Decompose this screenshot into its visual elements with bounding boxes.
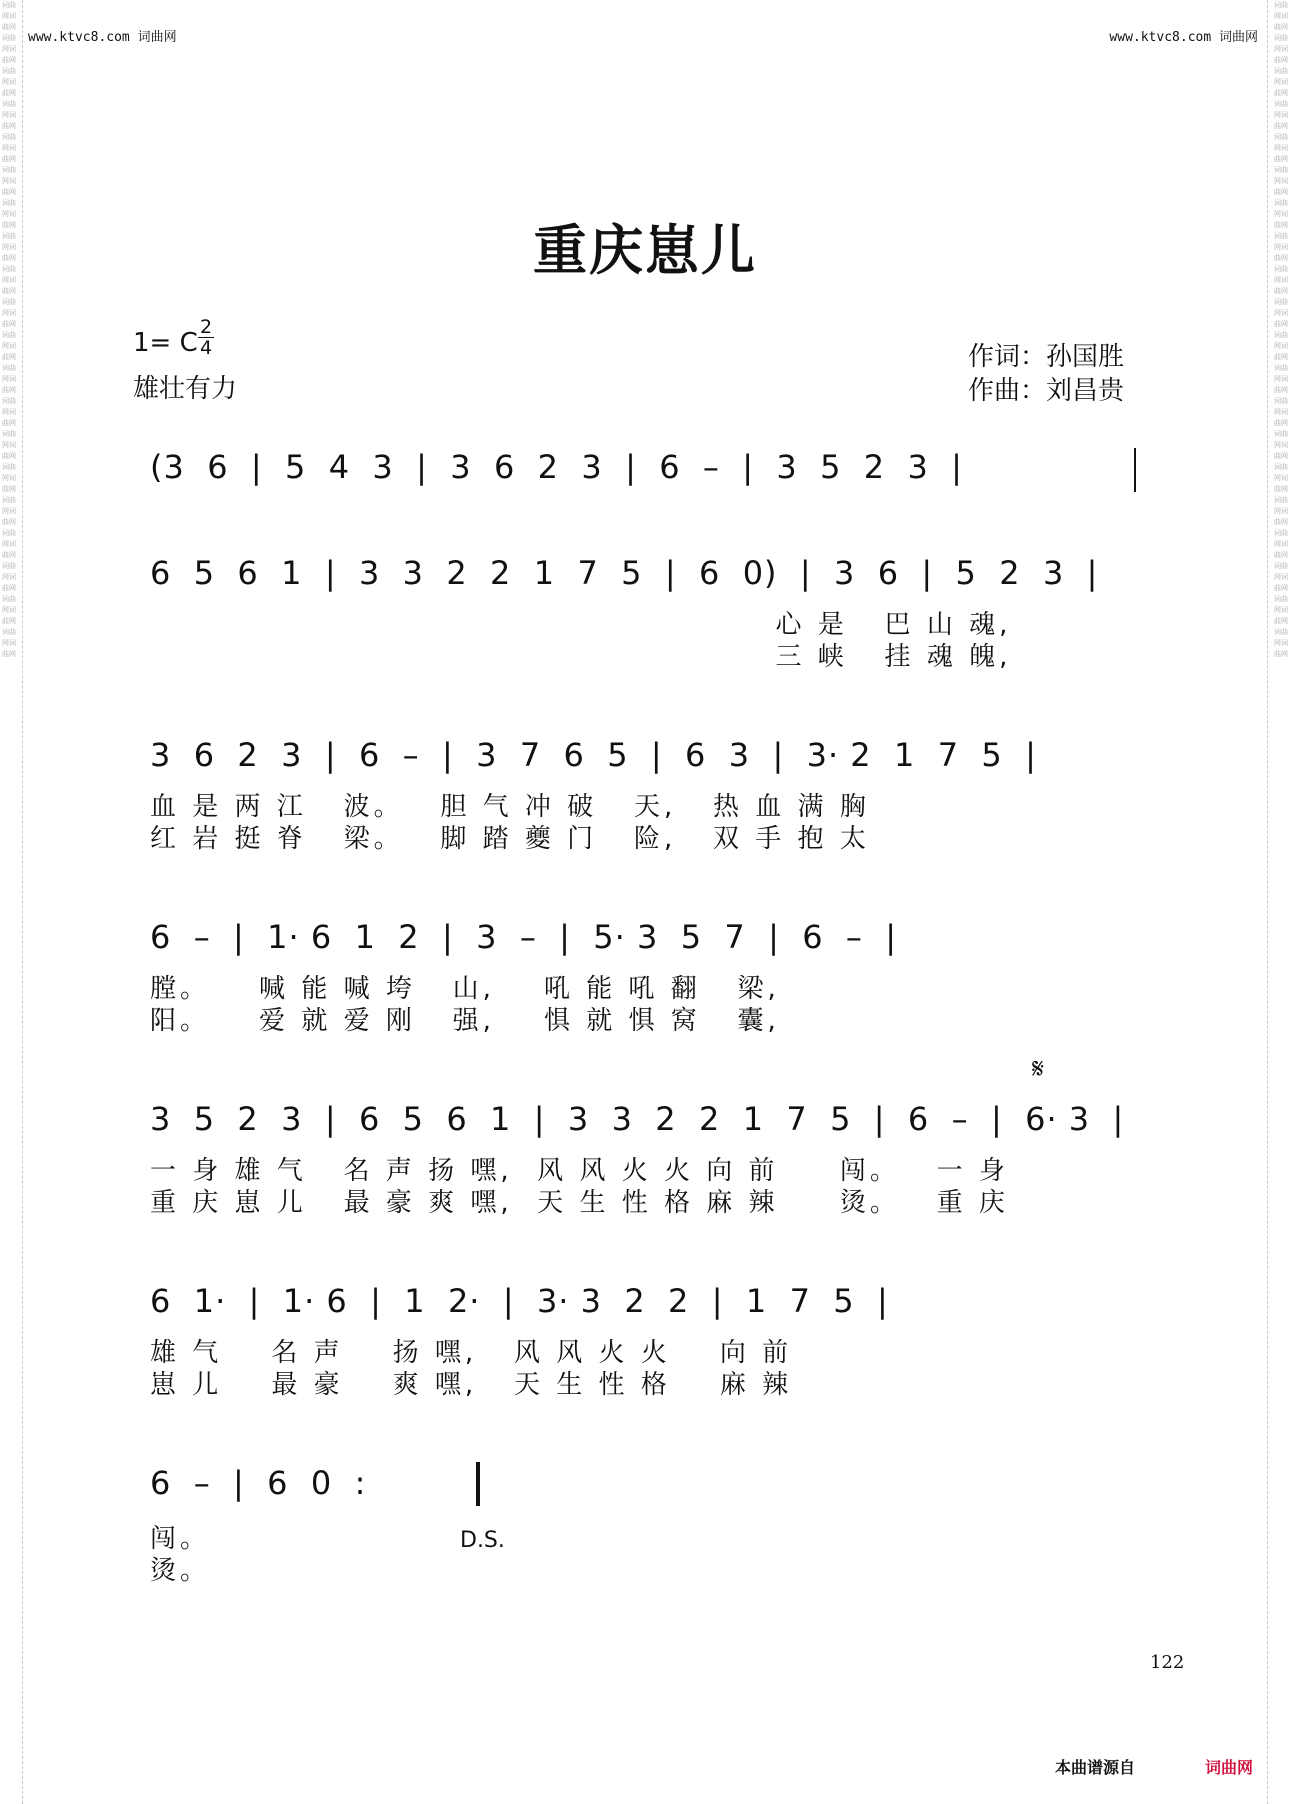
lyrics-verse-1: 闯。: [150, 1524, 211, 1554]
note-line: (3 6 | 5 4 3 | 3 6 2 3 | 6 – | 3 5 2 3 |: [150, 448, 963, 486]
lyricist-credit: 作词：孙国胜: [968, 342, 1125, 372]
lyrics-verse-2: 红 岩 挺 脊 梁。 脚 踏 夔 门 险, 双 手 抱 太: [150, 824, 870, 854]
score-system-3: [0, 730, 1290, 900]
note-line: 6 5 6 1 | 3 3 2 2 1 7 5 | 6 0) | 3 6 | 5 2 3 |: [150, 554, 1099, 592]
right-watermark-strip: 词曲网词曲网词曲网词曲网词曲网词曲网词曲网词曲网词曲网词曲网词曲网词曲网词曲网词曲网词曲网词曲网词曲网词曲网词曲网词曲网词曲网词曲网词曲网词曲网词曲网词曲网词曲网词曲网词曲网词曲网词曲网词曲网词曲网词曲网词曲网词曲网词曲网词曲网词曲网词曲网: [1274, 1, 1288, 658]
time-signature-bottom: 4: [199, 337, 213, 359]
score-system-6: [0, 1276, 1290, 1446]
score-system-4: [0, 912, 1290, 1082]
score-system-5: [0, 1094, 1290, 1264]
lyrics-verse-2: 崽 儿 最 豪 爽 嘿, 天 生 性 格 麻 辣: [150, 1370, 793, 1400]
lyrics-verse-2: 阳。 爱 就 爱 刚 强, 惧 就 惧 窝 囊,: [150, 1006, 780, 1036]
end-barline: [1134, 448, 1136, 492]
time-signature-top: 2: [199, 316, 213, 338]
note-line: 6 1· | 1· 6 | 1 2· | 3· 3 2 2 | 1 7 5 |: [150, 1282, 889, 1320]
song-title: 重庆崽儿: [533, 219, 757, 282]
header-url-left: www.ktvc8.com 词曲网: [28, 30, 177, 45]
note-line: 3 5 2 3 | 6 5 6 1 | 3 3 2 2 1 7 5 | 6 – | 6· 3 |: [150, 1100, 1125, 1138]
header-url-right: www.ktvc8.com 词曲网: [1109, 30, 1258, 45]
page-number: 122: [1150, 1652, 1185, 1673]
dal-segno-mark: D.S.: [460, 1528, 505, 1553]
key-signature: 1= C: [133, 328, 198, 358]
note-line: 6 – | 1· 6 1 2 | 3 – | 5· 3 5 7 | 6 – |: [150, 918, 898, 956]
source-brand-link[interactable]: 词曲网: [1205, 1758, 1254, 1777]
note-line: 3 6 2 3 | 6 – | 3 7 6 5 | 6 3 | 3· 2 1 7 5 |: [150, 736, 1037, 774]
composer-credit: 作曲：刘昌贵: [968, 376, 1125, 406]
score-system-2: [0, 548, 1290, 718]
score-system-7: [0, 1458, 1290, 1628]
tempo-marking: 雄壮有力: [133, 374, 238, 404]
lyrics-verse-1: 血 是 两 江 波。 胆 气 冲 破 天, 热 血 满 胸: [150, 792, 870, 822]
lyrics-verse-1: 膛。 喊 能 喊 垮 山, 吼 能 吼 翻 梁,: [150, 974, 780, 1004]
lyrics-verse-1: 一 身 雄 气 名 声 扬 嘿, 风 风 火 火 向 前 闯。 一 身: [150, 1156, 1009, 1186]
left-watermark-strip: 词曲网词曲网词曲网词曲网词曲网词曲网词曲网词曲网词曲网词曲网词曲网词曲网词曲网词曲网词曲网词曲网词曲网词曲网词曲网词曲网词曲网词曲网词曲网词曲网词曲网词曲网词曲网词曲网词曲网词曲网词曲网词曲网词曲网词曲网词曲网词曲网词曲网词曲网词曲网词曲网: [2, 1, 16, 658]
repeat-barline: [476, 1462, 480, 1506]
time-signature: [198, 318, 214, 357]
segno-sign: 𝄋: [1032, 1052, 1045, 1085]
lyrics-verse-2: 重 庆 崽 儿 最 豪 爽 嘿, 天 生 性 格 麻 辣 烫。 重 庆: [150, 1188, 1009, 1218]
lyrics-verse-1: 心 是 巴 山 魂,: [150, 610, 1012, 640]
lyrics-verse-1: 雄 气 名 声 扬 嘿, 风 风 火 火 向 前: [150, 1338, 793, 1368]
lyrics-verse-2: 烫。: [150, 1556, 211, 1586]
note-line: 6 – | 6 0 :: [150, 1464, 367, 1502]
lyrics-verse-2: 三 峡 挂 魂 魄,: [150, 642, 1012, 672]
source-label: 本曲谱源自: [1055, 1758, 1136, 1777]
